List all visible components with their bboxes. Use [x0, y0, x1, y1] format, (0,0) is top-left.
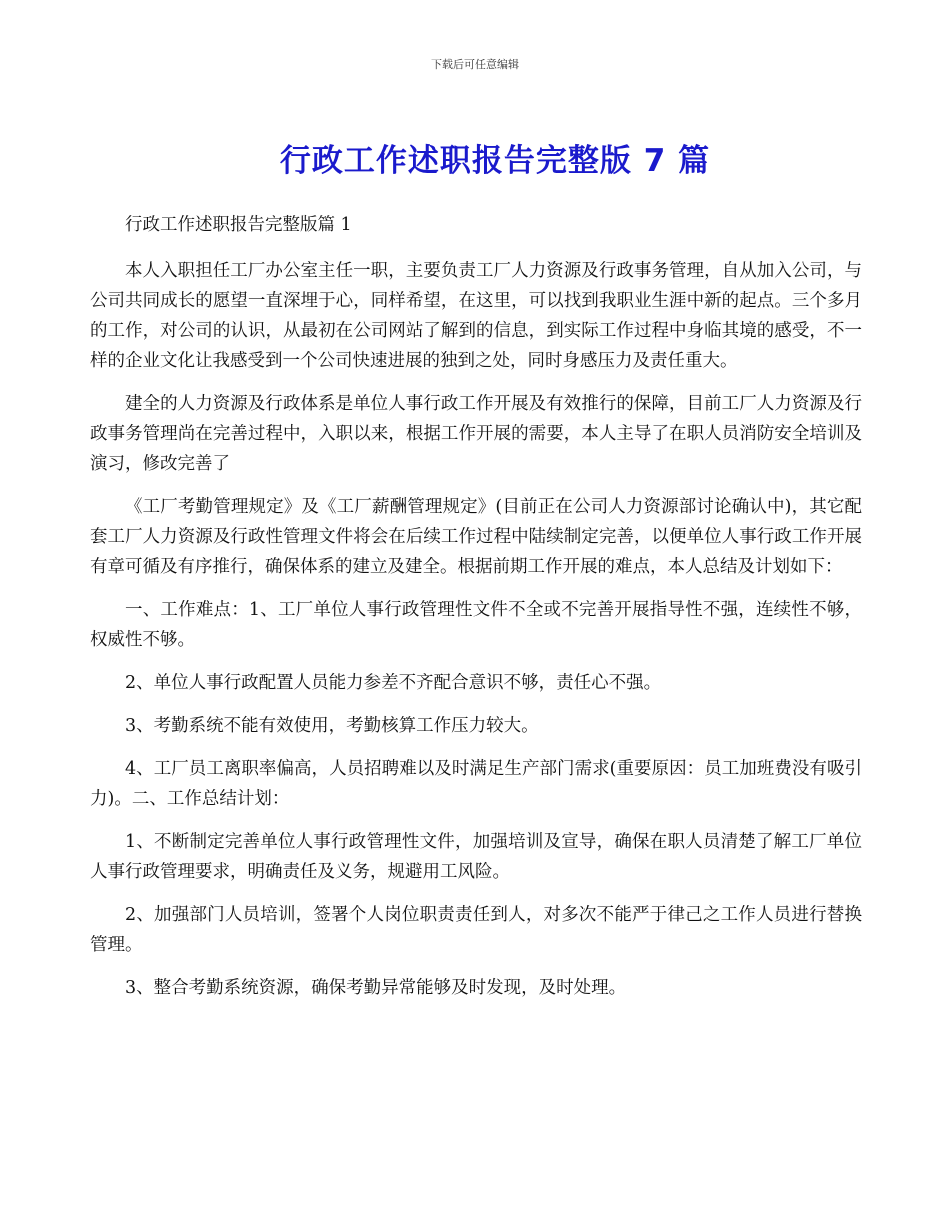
paragraph: 2、单位人事行政配置人员能力参差不齐配合意识不够，责任心不强。	[125, 673, 662, 693]
header-note: 下载后可任意编辑	[431, 58, 519, 71]
paragraph: 1、不断制定完善单位人事行政管理性文件，加强培训及宣导，确保在职人员清楚了解工厂单位人事行政管理要求，明确责任及义务，规避用工风险。	[90, 832, 862, 882]
paragraph: 2、加强部门人员培训，签署个人岗位职责责任到人，对多次不能严于律己之工作人员进行替换管理。	[90, 905, 862, 955]
document-title: 行政工作述职报告完整版 7 篇	[279, 143, 711, 179]
document-body	[90, 210, 862, 1016]
section-heading: 行政工作述职报告完整版篇 1	[125, 215, 352, 235]
paragraph: 本人入职担任工厂办公室主任一职，主要负责工厂人力资源及行政事务管理，自从加入公司，与公司共同成长的愿望一直深埋于心，同样希望，在这里，可以找到我职业生涯中新的起点。三个多月的工作，对公司的认识，从最初在公司网站了解到的信息，到实际工作过程中身临其境的感受，不一样的企业文化让我感受到一个公司快速进展的独到之处，同时身感压力及责任重大。	[90, 261, 862, 371]
paragraph: 3、整合考勤系统资源，确保考勤异常能够及时发现，及时处理。	[125, 978, 627, 998]
paragraph: 4、工厂员工离职率偏高，人员招聘难以及时满足生产部门需求(重要原因：员工加班费没有吸引力)。二、工作总结计划：	[90, 759, 862, 809]
paragraph: 3、考勤系统不能有效使用，考勤核算工作压力较大。	[125, 716, 539, 736]
paragraph: 一、工作难点：1、工厂单位人事行政管理性文件不全或不完善开展指导性不强，连续性不够，权威性不够。	[90, 600, 862, 650]
paragraph: 《工厂考勤管理规定》及《工厂薪酬管理规定》(目前正在公司人力资源部讨论确认中)，其它配套工厂人力资源及行政性管理文件将会在后续工作过程中陆续制定完善，以便单位人事行政工作开展有章可循及有序推行，确保体系的建立及建全。根据前期工作开展的难点，本人总结及计划如下：	[90, 497, 862, 577]
paragraph: 建全的人力资源及行政体系是单位人事行政工作开展及有效推行的保障，目前工厂人力资源及行政事务管理尚在完善过程中，入职以来，根据工作开展的需要，本人主导了在职人员消防安全培训及演习，修改完善了	[90, 394, 862, 474]
